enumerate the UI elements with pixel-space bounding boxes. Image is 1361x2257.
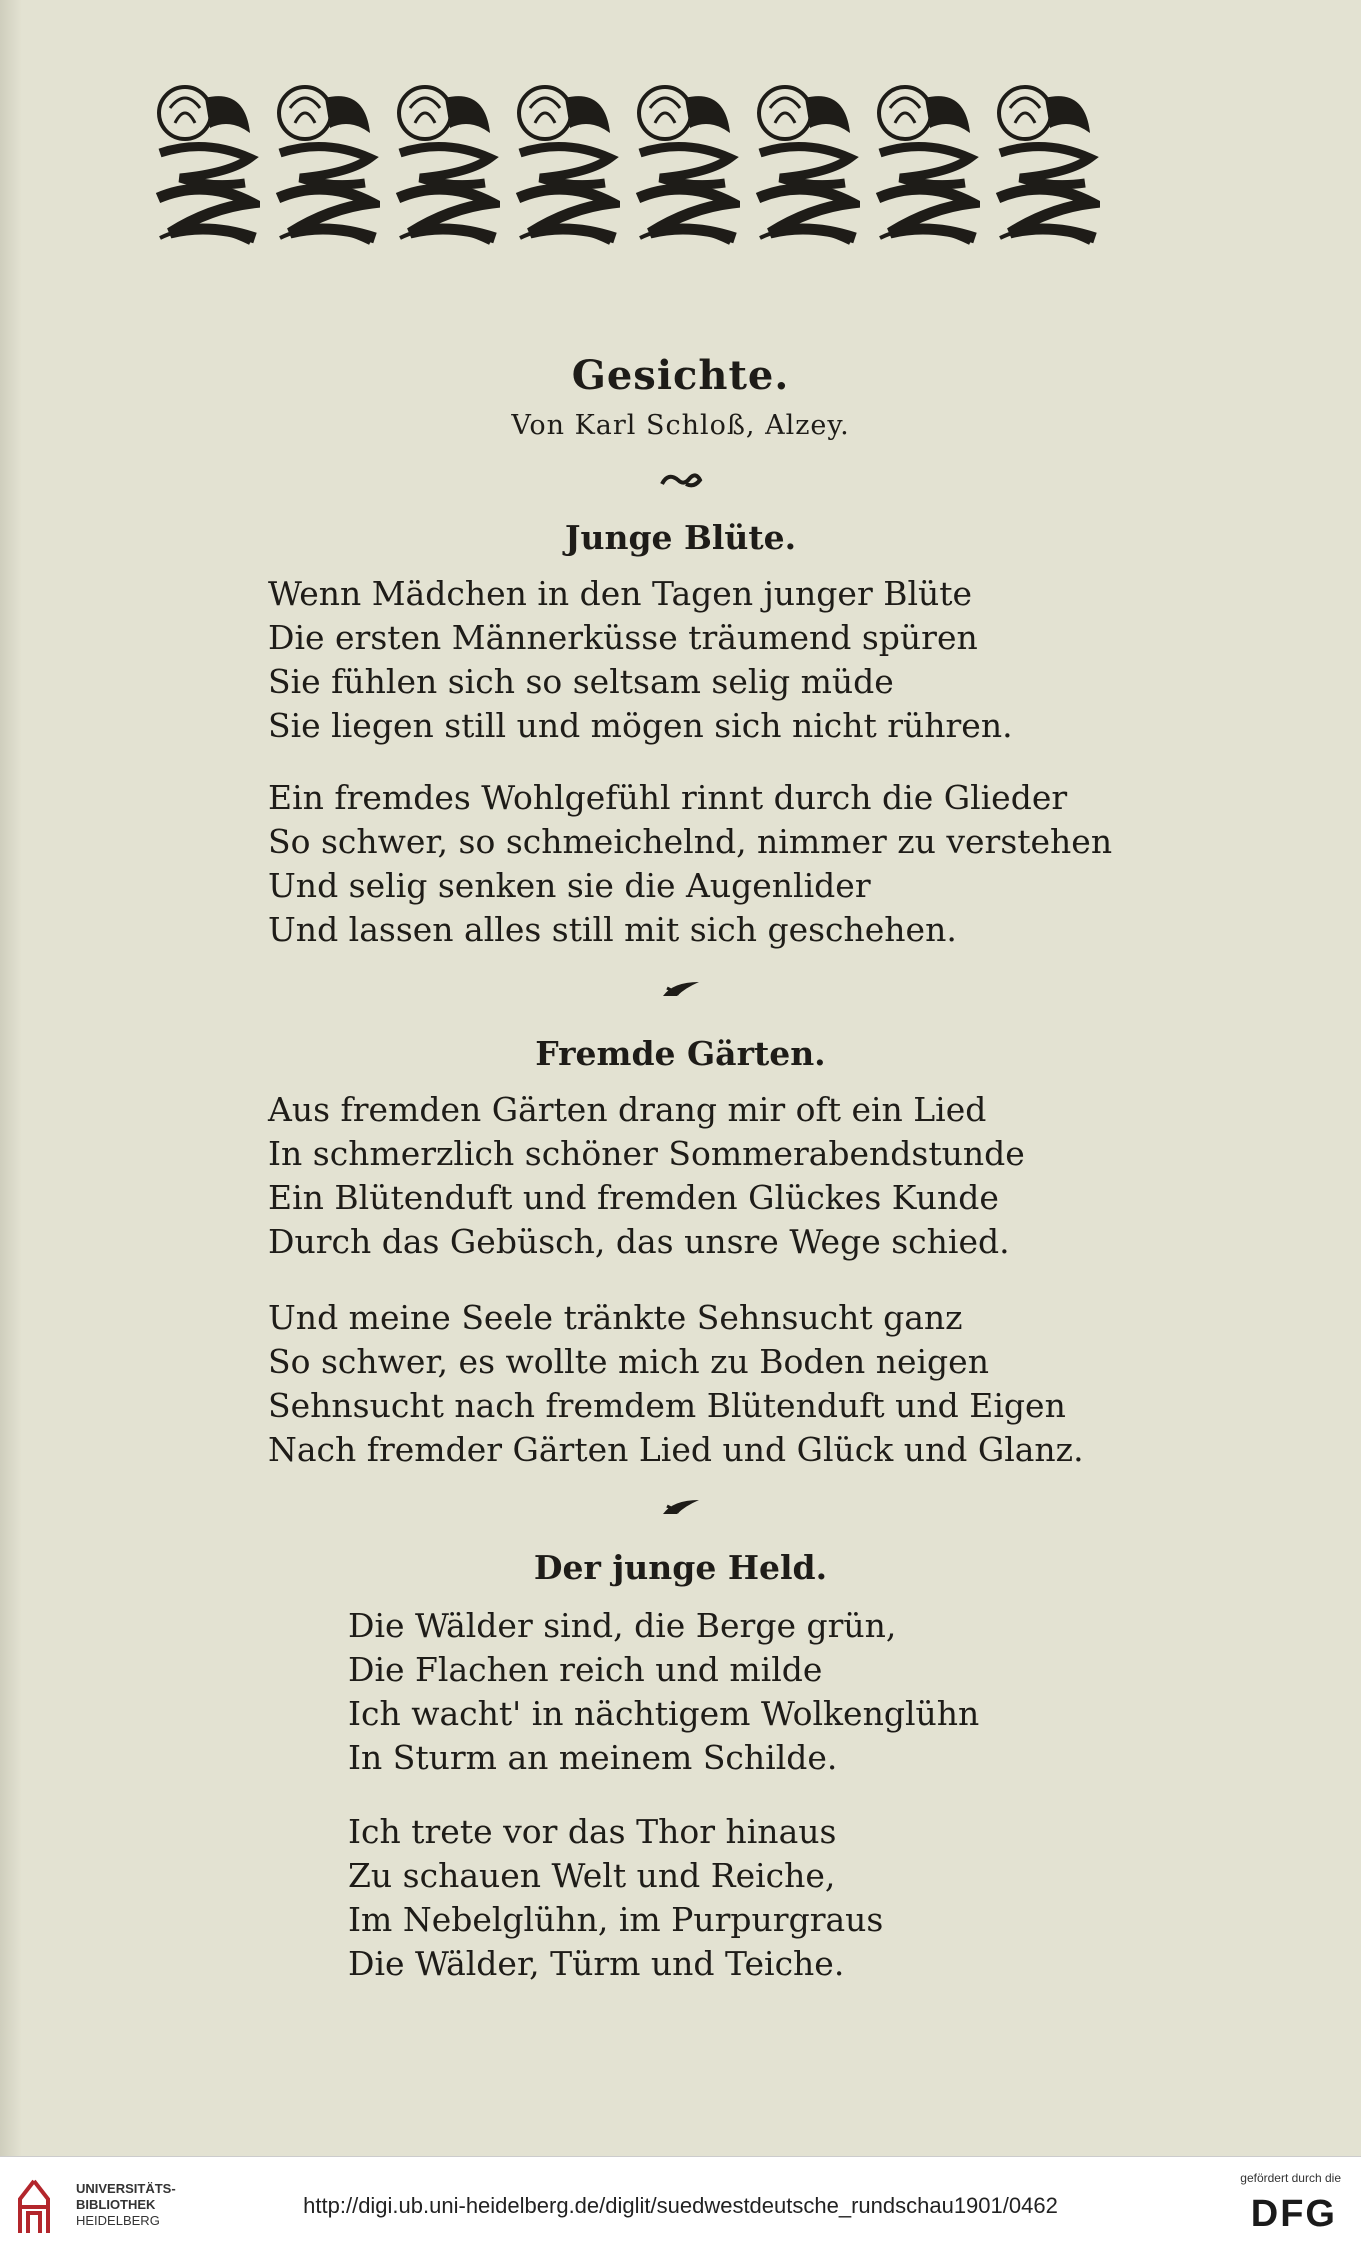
flourish-icon (658, 470, 704, 490)
verse-line: In schmerzlich schöner Sommerabendstunde (268, 1134, 1025, 1173)
floral-ornament-icon (870, 78, 980, 248)
verse-line: Durch das Gebüsch, das unsre Wege schied. (268, 1222, 1010, 1261)
library-name-line: BIBLIOTHEK (76, 2197, 156, 2212)
floral-ornament-icon (990, 78, 1100, 248)
floral-ornament-icon (150, 78, 260, 248)
page-fold-shadow (0, 0, 22, 2156)
leaf-icon (659, 978, 703, 1000)
verse-line: Sehnsucht nach fremdem Blütenduft und Eigen (268, 1386, 1066, 1425)
verse-line: Die ersten Männerküsse träumend spüren (268, 618, 978, 657)
verse-line: Ein fremdes Wohlgefühl rinnt durch die Glieder (268, 778, 1068, 817)
section-heading: Der junge Held. (533, 1548, 828, 1587)
section-heading: Junge Blüte. (564, 518, 797, 557)
verse-line: Im Nebelglühn, im Purpurgraus (348, 1900, 884, 1939)
verse-line: Nach fremder Gärten Lied und Glück und Glanz. (268, 1430, 1084, 1469)
stanza (348, 1810, 883, 1986)
ornamental-header (150, 78, 1100, 248)
verse-line: Sie fühlen sich so seltsam selig müde (268, 662, 894, 701)
verse-line: Wenn Mädchen in den Tagen junger Blüte (268, 574, 973, 613)
verse-line: Die Wälder sind, die Berge grün, (348, 1606, 897, 1645)
verse-line: Aus fremden Gärten drang mir oft ein Lied (268, 1090, 987, 1129)
verse-line: Und selig senken sie die Augenlider (268, 866, 871, 905)
source-url-link[interactable]: http://digi.ub.uni-heidelberg.de/diglit/suedwestdeutsche_rundschau1901/0462 (303, 2193, 1058, 2218)
separator-ornament (0, 1496, 1361, 1522)
verse-line: Die Wälder, Türm und Teiche. (348, 1944, 845, 1983)
section-heading: Fremde Gärten. (535, 1034, 826, 1073)
dfg-logo: DFG (1250, 2193, 1337, 2235)
verse-line: Ich trete vor das Thor hinaus (348, 1812, 837, 1851)
floral-ornament-icon (630, 78, 740, 248)
stanza (268, 1088, 1025, 1264)
stanza (268, 1296, 1084, 1472)
stanza (348, 1604, 979, 1780)
separator-ornament (0, 470, 1361, 494)
stanza (268, 572, 1013, 748)
verse-line: Und meine Seele tränkte Sehnsucht ganz (268, 1298, 963, 1337)
floral-ornament-icon (270, 78, 380, 248)
verse-line: So schwer, so schmeichelnd, nimmer zu verstehen (268, 822, 1113, 861)
author-byline: Von Karl Schloß, Alzey. (511, 410, 850, 441)
viewer-footer (0, 2156, 1361, 2257)
page-title: Gesichte. (571, 352, 790, 399)
leaf-icon (659, 1496, 703, 1518)
library-name-line: HEIDELBERG (76, 2213, 160, 2228)
floral-ornament-icon (510, 78, 620, 248)
floral-ornament-icon (390, 78, 500, 248)
funding-label: gefördert durch die (1240, 2171, 1341, 2185)
verse-line: Sie liegen still und mögen sich nicht rühren. (268, 706, 1013, 745)
verse-line: Ich wacht' in nächtigem Wolkenglühn (348, 1694, 980, 1733)
verse-line: Ein Blütenduft und fremden Glückes Kunde (268, 1178, 999, 1217)
verse-line: So schwer, es wollte mich zu Boden neigen (268, 1342, 989, 1381)
verse-line: In Sturm an meinem Schilde. (348, 1738, 838, 1777)
verse-line: Und lassen alles still mit sich geschehen. (268, 910, 957, 949)
library-name-line: UNIVERSITÄTS- (76, 2181, 176, 2196)
verse-line: Zu schauen Welt und Reiche, (348, 1856, 836, 1895)
separator-ornament (0, 978, 1361, 1004)
floral-ornament-icon (750, 78, 860, 248)
verse-line: Die Flachen reich und milde (348, 1650, 823, 1689)
stanza (268, 776, 1112, 952)
